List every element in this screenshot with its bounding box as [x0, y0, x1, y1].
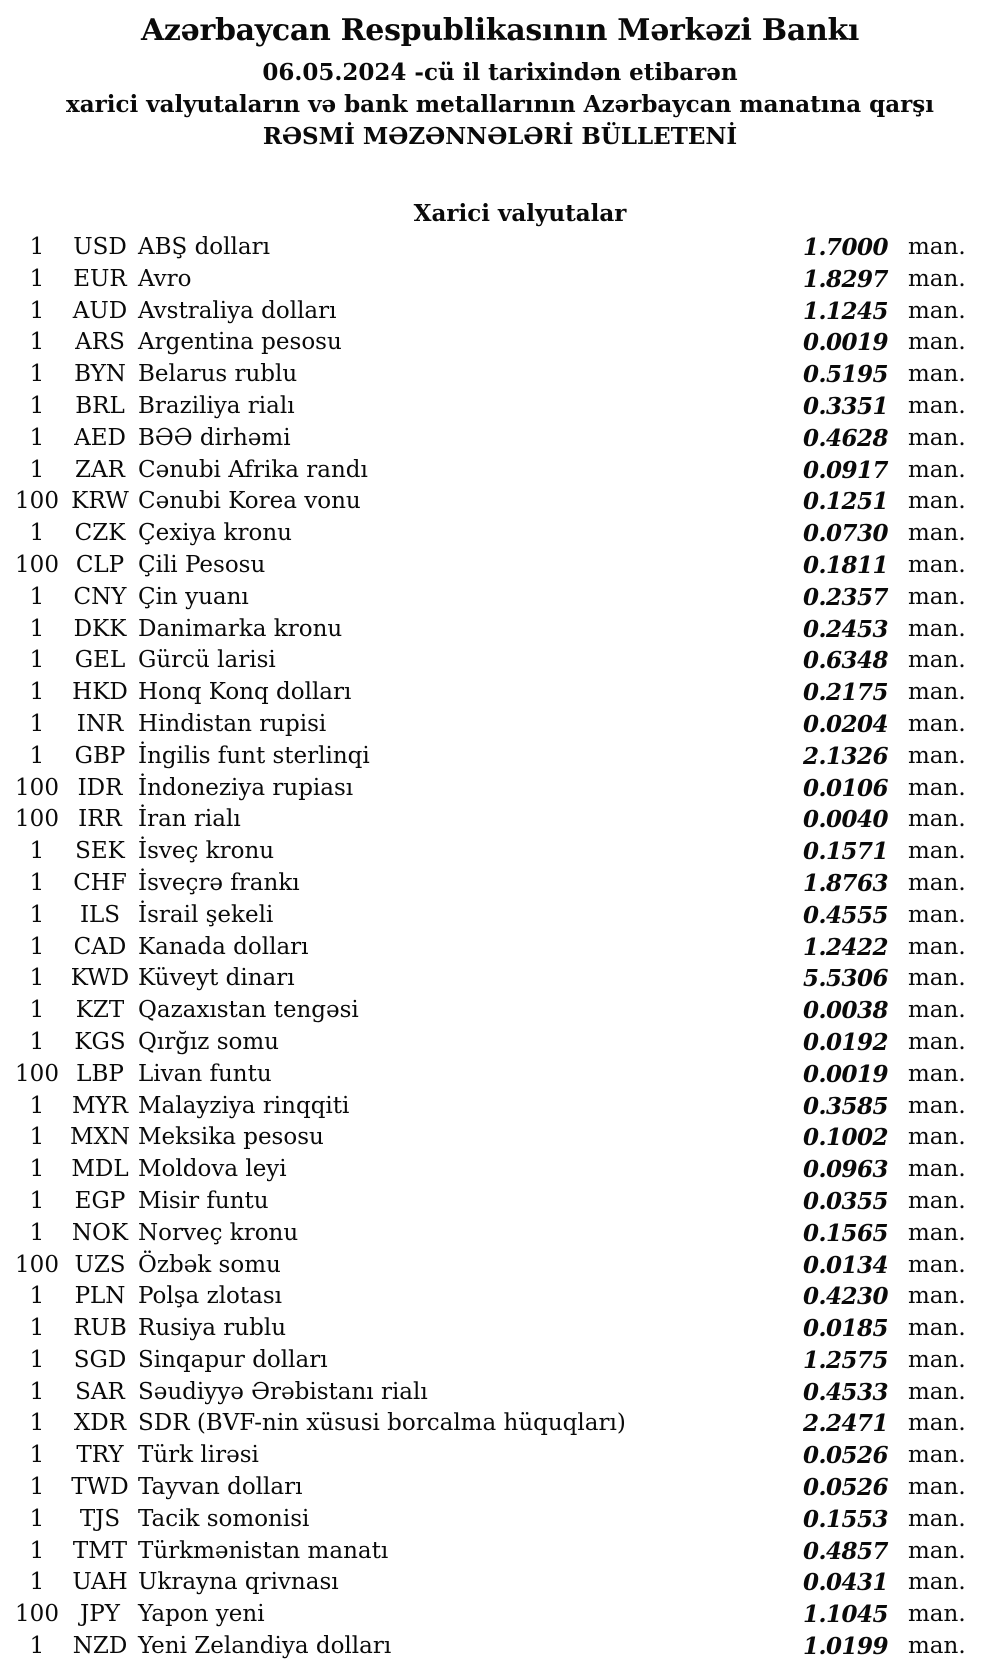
unit-label: man.: [908, 742, 966, 769]
currency-name: Avro: [138, 265, 192, 292]
bank-title: Azərbaycan Respublikasının Mərkəzi Bankı: [140, 13, 860, 48]
currency-code: USD: [73, 234, 127, 260]
unit-label: man.: [908, 329, 966, 356]
currency-quantity: 100: [15, 1601, 59, 1628]
rate-value: 0.1565: [802, 1219, 888, 1247]
currency-quantity: 1: [29, 1092, 45, 1119]
exchange-rate-row: [0, 1440, 1000, 1472]
rate-value: 2.1326: [802, 742, 888, 770]
rate-value: 0.0019: [802, 1060, 888, 1088]
unit-label: man.: [908, 1028, 966, 1055]
rate-value: 1.1245: [802, 297, 888, 325]
rate-value: 0.0526: [802, 1442, 888, 1470]
currency-name: Hindistan rupisi: [138, 710, 327, 737]
rate-value: 0.0019: [802, 329, 888, 357]
exchange-rate-row: [0, 1027, 1000, 1059]
currency-quantity: 1: [29, 1315, 45, 1342]
rate-value: 1.0199: [802, 1633, 888, 1661]
rate-value: 0.6348: [802, 647, 888, 675]
exchange-rate-row: [0, 1154, 1000, 1186]
rate-value: 0.3585: [802, 1092, 888, 1120]
unit-label: man.: [908, 997, 966, 1024]
exchange-rate-row: [0, 1186, 1000, 1218]
unit-label: man.: [908, 1410, 966, 1437]
currency-code: KZT: [75, 997, 125, 1024]
currency-code: AUD: [72, 297, 128, 324]
currency-code: CNY: [73, 583, 127, 610]
unit-label: man.: [908, 710, 966, 737]
rate-value: 5.5306: [802, 965, 888, 993]
currency-name: Yapon yeni: [138, 1601, 265, 1628]
unit-label: man.: [908, 488, 966, 515]
currency-code: MYR: [71, 1092, 129, 1119]
rate-value: 0.0431: [802, 1569, 888, 1597]
rate-value: 1.8297: [802, 265, 888, 293]
currency-quantity: 1: [29, 329, 45, 356]
rate-value: 0.4555: [802, 901, 888, 929]
exchange-rate-row: [0, 550, 1000, 582]
currency-code: LBP: [76, 1060, 124, 1087]
unit-label: man.: [908, 456, 966, 483]
unit-label: man.: [908, 774, 966, 801]
rate-value: 1.2422: [802, 933, 888, 961]
exchange-rate-row: [0, 1599, 1000, 1631]
currency-name: Misir funtu: [138, 1187, 269, 1214]
currency-quantity: 1: [29, 1442, 45, 1469]
currency-code: UAH: [72, 1569, 128, 1596]
currency-code: AED: [74, 424, 126, 451]
unit-label: man.: [908, 392, 966, 419]
unit-label: man.: [908, 1442, 966, 1469]
exchange-rate-row: [0, 232, 1000, 264]
unit-label: man.: [908, 520, 966, 547]
currency-quantity: 1: [29, 710, 45, 737]
rate-value: 0.0917: [802, 456, 888, 484]
currency-code: SAR: [75, 1378, 125, 1405]
exchange-rate-row: [0, 1504, 1000, 1536]
unit-label: man.: [908, 1156, 966, 1183]
unit-label: man.: [908, 361, 966, 388]
unit-label: man.: [908, 1601, 966, 1628]
exchange-rate-row: [0, 741, 1000, 773]
currency-code: ARS: [75, 329, 125, 356]
rate-value: 1.7000: [802, 234, 888, 261]
currency-name: Qazaxıstan tengəsi: [138, 997, 359, 1024]
rate-value: 0.2453: [802, 615, 888, 643]
currency-quantity: 1: [29, 965, 45, 992]
rate-value: 0.0355: [802, 1187, 888, 1215]
currency-name: İsrail şekeli: [138, 901, 274, 928]
exchange-rate-row: [0, 645, 1000, 677]
currency-name: İndoneziya rupiası: [138, 774, 354, 801]
currency-code: TJS: [79, 1505, 121, 1532]
exchange-rate-row: [0, 900, 1000, 932]
rate-value: 0.0526: [802, 1474, 888, 1502]
currency-name: Cənubi Korea vonu: [138, 488, 361, 515]
currency-code: EGP: [74, 1187, 126, 1214]
unit-label: man.: [908, 965, 966, 992]
rate-value: 0.0038: [802, 997, 888, 1025]
rate-value: 1.8763: [802, 869, 888, 897]
currency-quantity: 1: [29, 297, 45, 324]
unit-label: man.: [908, 1283, 966, 1310]
rate-value: 2.2471: [802, 1410, 888, 1438]
currency-name: Argentina pesosu: [138, 329, 342, 356]
currency-code: TWD: [71, 1474, 129, 1501]
unit-label: man.: [908, 647, 966, 674]
currency-code: GBP: [74, 742, 126, 769]
currency-name: Tayvan dolları: [138, 1474, 303, 1501]
currency-code: GEL: [74, 647, 126, 674]
currency-name: Rusiya rublu: [138, 1315, 287, 1342]
currency-quantity: 1: [29, 933, 45, 960]
currency-code: KWD: [70, 965, 130, 992]
currency-name: Avstraliya dolları: [138, 297, 337, 324]
subtitle-line: xarici valyutaların və bank metallarının Azərbaycan manatına qarşı: [66, 91, 934, 118]
currency-code: XDR: [73, 1410, 127, 1437]
currency-quantity: 1: [29, 520, 45, 547]
rate-value: 0.1251: [802, 488, 888, 516]
currency-code: CLP: [75, 551, 125, 578]
rate-value: 0.3351: [802, 392, 888, 420]
currency-name: Türkmənistan manatı: [138, 1537, 389, 1564]
exchange-rate-row: [0, 868, 1000, 900]
unit-label: man.: [908, 1219, 966, 1246]
exchange-rate-row: [0, 1218, 1000, 1250]
exchange-rate-row: [0, 1472, 1000, 1504]
exchange-rate-row: [0, 1345, 1000, 1377]
currency-name: Çili Pesosu: [138, 551, 266, 578]
currency-code: HKD: [72, 679, 128, 706]
exchange-rate-table: [0, 232, 1000, 1663]
currency-name: Çexiya kronu: [138, 520, 292, 547]
currency-name: ABŞ dolları: [138, 234, 270, 260]
currency-name: İngilis funt sterlinqi: [138, 742, 370, 769]
currency-quantity: 1: [29, 838, 45, 865]
exchange-rate-row: [0, 773, 1000, 805]
bulletin-title-line: RƏSMİ MƏZƏNNƏLƏRİ BÜLLETENİ: [262, 123, 738, 150]
currency-code: TRY: [76, 1442, 124, 1469]
currency-code: EUR: [73, 265, 127, 292]
currency-quantity: 100: [15, 488, 59, 515]
currency-name: Braziliya rialı: [138, 392, 295, 419]
rate-value: 0.1571: [802, 838, 888, 866]
unit-label: man.: [908, 933, 966, 960]
exchange-rate-row: [0, 1567, 1000, 1599]
currency-code: CAD: [73, 933, 127, 960]
currency-quantity: 1: [29, 1028, 45, 1055]
currency-quantity: 1: [29, 901, 45, 928]
exchange-rate-row: [0, 1377, 1000, 1409]
currency-name: Qırğız somu: [138, 1028, 279, 1055]
currency-quantity: 1: [29, 1410, 45, 1437]
currency-quantity: 1: [29, 997, 45, 1024]
currency-code: SGD: [73, 1346, 127, 1373]
currency-name: Sinqapur dolları: [138, 1346, 328, 1373]
currency-quantity: 1: [29, 615, 45, 642]
exchange-rate-row: [0, 359, 1000, 391]
currency-code: IDR: [77, 774, 123, 801]
currency-code: CZK: [74, 520, 126, 547]
currency-name: Malayziya rinqqiti: [138, 1092, 350, 1119]
currency-quantity: 1: [29, 1346, 45, 1373]
bulletin-header: [0, 13, 1000, 153]
currency-quantity: 1: [29, 1124, 45, 1151]
unit-label: man.: [908, 1505, 966, 1532]
rate-value: 0.0134: [802, 1251, 888, 1279]
currency-code: TMT: [72, 1537, 128, 1564]
rate-value: 0.0963: [802, 1156, 888, 1184]
exchange-rate-row: [0, 1536, 1000, 1568]
currency-quantity: 100: [15, 1251, 59, 1278]
exchange-rate-row: [0, 1281, 1000, 1313]
exchange-rate-row: [0, 995, 1000, 1027]
currency-quantity: 1: [29, 1569, 45, 1596]
exchange-rate-row: [0, 1250, 1000, 1282]
rate-value: 0.0185: [802, 1315, 888, 1343]
currency-name: Gürcü larisi: [138, 647, 276, 674]
currency-quantity: 1: [29, 392, 45, 419]
currency-quantity: 1: [29, 583, 45, 610]
currency-code: IRR: [78, 806, 122, 833]
currency-name: Türk lirəsi: [138, 1442, 259, 1469]
rate-value: 0.2175: [802, 679, 888, 707]
exchange-rate-row: [0, 518, 1000, 550]
exchange-rate-row: [0, 455, 1000, 487]
currency-quantity: 1: [29, 456, 45, 483]
unit-label: man.: [908, 265, 966, 292]
currency-quantity: 1: [29, 869, 45, 896]
rate-value: 0.1553: [802, 1505, 888, 1533]
exchange-rate-row: [0, 963, 1000, 995]
currency-name: SDR (BVF-nin xüsusi borcalma hüquqları): [138, 1410, 626, 1437]
rate-value: 0.4857: [802, 1537, 888, 1565]
currency-quantity: 1: [29, 361, 45, 388]
exchange-rate-row: [0, 264, 1000, 296]
currency-quantity: 1: [29, 1156, 45, 1183]
unit-label: man.: [908, 583, 966, 610]
rate-value: 0.0040: [802, 806, 888, 834]
currency-code: KGS: [74, 1028, 126, 1055]
currency-name: Norveç kronu: [138, 1219, 299, 1246]
exchange-rate-row: [0, 677, 1000, 709]
rate-value: 1.2575: [802, 1346, 888, 1374]
currency-name: Səudiyyə Ərəbistanı rialı: [138, 1378, 428, 1405]
rate-value: 0.4533: [802, 1378, 888, 1406]
currency-name: BƏƏ dirhəmi: [138, 424, 291, 451]
exchange-rate-row: [0, 1313, 1000, 1345]
currency-code: KRW: [71, 488, 129, 515]
currency-code: SEK: [75, 838, 125, 865]
unit-label: man.: [908, 297, 966, 324]
rate-value: 0.0730: [802, 520, 888, 548]
currency-name: Belarus rublu: [138, 361, 298, 388]
currency-name: İran rialı: [138, 806, 241, 833]
currency-quantity: 1: [29, 647, 45, 674]
rate-value: 0.5195: [802, 361, 888, 389]
currency-code: NOK: [71, 1219, 129, 1246]
unit-label: man.: [908, 1315, 966, 1342]
currency-name: Çin yuanı: [138, 583, 249, 610]
exchange-rate-row: [0, 486, 1000, 518]
exchange-rate-row: [0, 327, 1000, 359]
currency-code: ZAR: [75, 456, 125, 483]
exchange-rate-row: [0, 1631, 1000, 1663]
unit-label: man.: [908, 1346, 966, 1373]
currency-quantity: 1: [29, 1633, 45, 1660]
rate-value: 0.0204: [802, 710, 888, 738]
currency-code: CHF: [73, 869, 127, 896]
currency-quantity: 100: [15, 774, 59, 801]
unit-label: man.: [908, 551, 966, 578]
exchange-rate-row: [0, 932, 1000, 964]
unit-label: man.: [908, 1537, 966, 1564]
currency-name: Livan funtu: [138, 1060, 272, 1087]
rate-value: 0.4230: [802, 1283, 888, 1311]
currency-name: Moldova leyi: [138, 1156, 287, 1183]
unit-label: man.: [908, 679, 966, 706]
unit-label: man.: [908, 1378, 966, 1405]
currency-quantity: 1: [29, 1187, 45, 1214]
exchange-rate-row: [0, 709, 1000, 741]
exchange-rate-row: [0, 423, 1000, 455]
rate-value: 1.1045: [802, 1601, 888, 1629]
rate-value: 0.4628: [802, 424, 888, 452]
currency-quantity: 1: [29, 1505, 45, 1532]
unit-label: man.: [908, 1633, 966, 1660]
currency-name: Özbək somu: [138, 1251, 281, 1278]
currency-name: Danimarka kronu: [138, 615, 343, 642]
currency-code: INR: [76, 710, 124, 737]
currency-name: Honq Konq dolları: [138, 679, 352, 706]
exchange-rate-row: [0, 296, 1000, 328]
rate-value: 0.1002: [802, 1124, 888, 1152]
unit-label: man.: [908, 1474, 966, 1501]
currency-name: İsveçrə frankı: [138, 869, 300, 896]
currency-quantity: 1: [29, 679, 45, 706]
currency-name: Ukrayna qrivnası: [138, 1569, 339, 1596]
exchange-rate-row: [0, 836, 1000, 868]
exchange-rate-row: [0, 582, 1000, 614]
unit-label: man.: [908, 838, 966, 865]
unit-label: man.: [908, 1569, 966, 1596]
unit-label: man.: [908, 1187, 966, 1214]
currency-code: MDL: [71, 1156, 129, 1183]
currency-code: RUB: [73, 1315, 127, 1342]
exchange-rate-row: [0, 1122, 1000, 1154]
exchange-rate-row: [0, 614, 1000, 646]
unit-label: man.: [908, 806, 966, 833]
currency-code: NZD: [72, 1633, 128, 1660]
effective-date-line: 06.05.2024 -cü il tarixindən etibarən: [262, 59, 738, 86]
unit-label: man.: [908, 901, 966, 928]
currency-quantity: 1: [29, 1378, 45, 1405]
currency-name: Polşa zlotası: [138, 1283, 283, 1310]
exchange-rate-row: [0, 1408, 1000, 1440]
currency-name: Cənubi Afrika randı: [138, 456, 368, 483]
currency-quantity: 1: [29, 1537, 45, 1564]
currency-name: Meksika pesosu: [138, 1124, 324, 1151]
currency-name: Yeni Zelandiya dolları: [138, 1633, 392, 1660]
currency-quantity: 1: [29, 234, 45, 260]
unit-label: man.: [908, 869, 966, 896]
currency-quantity: 1: [29, 265, 45, 292]
currency-quantity: 100: [15, 551, 59, 578]
unit-label: man.: [908, 234, 966, 260]
currency-name: Küveyt dinarı: [138, 965, 295, 992]
unit-label: man.: [908, 1060, 966, 1087]
currency-code: BYN: [74, 361, 126, 388]
currency-quantity: 1: [29, 742, 45, 769]
currency-code: ILS: [79, 901, 121, 928]
unit-label: man.: [908, 1092, 966, 1119]
currency-quantity: 1: [29, 1283, 45, 1310]
currency-name: İsveç kronu: [138, 838, 275, 865]
currency-code: BRL: [75, 392, 125, 419]
currency-quantity: 100: [15, 806, 59, 833]
rate-value: 0.1811: [802, 551, 888, 579]
currency-quantity: 1: [29, 1219, 45, 1246]
rate-value: 0.0192: [802, 1028, 888, 1056]
unit-label: man.: [908, 1251, 966, 1278]
currency-code: UZS: [74, 1251, 126, 1278]
currency-quantity: 100: [15, 1060, 59, 1087]
exchange-rate-row: [0, 804, 1000, 836]
currency-code: MXN: [69, 1124, 131, 1151]
currency-quantity: 1: [29, 1474, 45, 1501]
exchange-rate-row: [0, 1059, 1000, 1091]
section-title-foreign-currencies: Xarici valyutalar: [413, 200, 627, 227]
rate-value: 0.0106: [802, 774, 888, 802]
rate-value: 0.2357: [802, 583, 888, 611]
currency-name: Kanada dolları: [138, 933, 309, 960]
currency-code: DKK: [73, 615, 127, 642]
exchange-rate-row: [0, 1091, 1000, 1123]
currency-code: PLN: [74, 1283, 126, 1310]
unit-label: man.: [908, 615, 966, 642]
unit-label: man.: [908, 424, 966, 451]
exchange-rate-row: [0, 391, 1000, 423]
currency-name: Tacik somonisi: [138, 1505, 310, 1532]
currency-code: JPY: [80, 1601, 120, 1628]
currency-quantity: 1: [29, 424, 45, 451]
unit-label: man.: [908, 1124, 966, 1151]
